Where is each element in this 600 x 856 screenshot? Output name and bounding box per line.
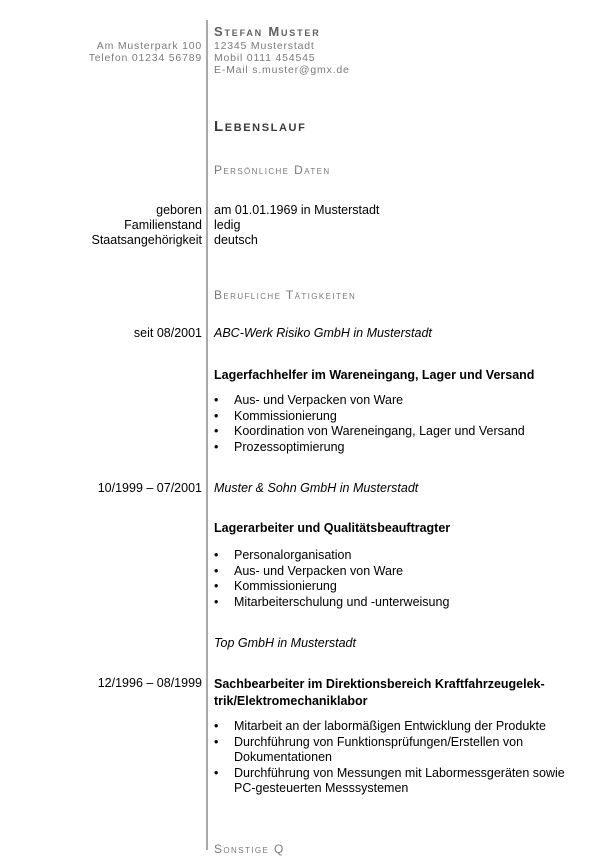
job-period: 10/1999 – 07/2001 (97, 481, 202, 495)
document-title: Lebenslauf (214, 118, 307, 135)
address-phone: Telefon 01234 56789 (88, 52, 202, 64)
section-heading-next-cutoff: Sonstige Q (214, 842, 285, 856)
job-task-list (214, 393, 574, 455)
job-role: Sachbearbeiter im Direktionsbereich Kraftfahrzeugelek-trik/Elektromechaniklabor (214, 677, 545, 708)
address-city: 12345 Musterstadt (214, 40, 315, 52)
applicant-name: Stefan Muster (214, 24, 321, 39)
job-task-list (214, 719, 574, 797)
job-task-item: • Kommissionierung (214, 579, 574, 595)
personal-value-nationality: deutsch (214, 233, 258, 247)
personal-label-born: geboren (156, 203, 202, 217)
personal-value-marital: ledig (214, 218, 241, 232)
job-company: Muster & Sohn GmbH in Musterstadt (214, 481, 419, 495)
job-task-item: • Koordination von Wareneingang, Lager und Versand (214, 424, 574, 440)
job-company: ABC-Werk Risiko GmbH in Musterstadt (214, 326, 432, 340)
job-period: seit 08/2001 (133, 326, 202, 340)
vertical-divider-line (206, 20, 208, 850)
personal-label-nationality: Staatsangehörigkeit (91, 233, 202, 247)
address-email: E-Mail s.muster@gmx.de (214, 64, 350, 76)
job-task-item: • Mitarbeiterschulung und -unterweisung (214, 595, 574, 611)
address-mobile: Mobil 0111 454545 (214, 52, 316, 64)
personal-label-marital: Familienstand (124, 218, 202, 232)
job-company: Top GmbH in Musterstadt (214, 636, 356, 650)
job-task-item: • Durchführung von Messungen mit Labormessgeräten sowie PC-gesteuerten Messsystemen (214, 766, 574, 797)
job-task-item: • Prozessoptimierung (214, 440, 574, 456)
personal-value-born: am 01.01.1969 in Musterstadt (214, 203, 380, 217)
job-task-list (214, 548, 574, 610)
job-task-item: • Aus- und Verpacken von Ware (214, 564, 574, 580)
job-role: Lagerarbeiter und Qualitätsbeauftragter (214, 521, 451, 535)
job-task-item: • Durchführung von Funktionsprüfungen/Erstellen von Dokumentationen (214, 735, 574, 766)
job-task-item: • Kommissionierung (214, 409, 574, 425)
job-task-item: • Personalorganisation (214, 548, 574, 564)
job-role: Lagerfachhelfer im Wareneingang, Lager und Versand (214, 368, 535, 382)
job-task-item: • Mitarbeit an der labormäßigen Entwicklung der Produkte (214, 719, 574, 735)
address-street: Am Musterpark 100 (96, 40, 202, 52)
section-heading-personal: Persönliche Daten (214, 163, 331, 177)
section-heading-career: Berufliche Tätigkeiten (214, 288, 357, 302)
job-period: 12/1996 – 08/1999 (97, 676, 202, 690)
job-task-item: • Aus- und Verpacken von Ware (214, 393, 574, 409)
